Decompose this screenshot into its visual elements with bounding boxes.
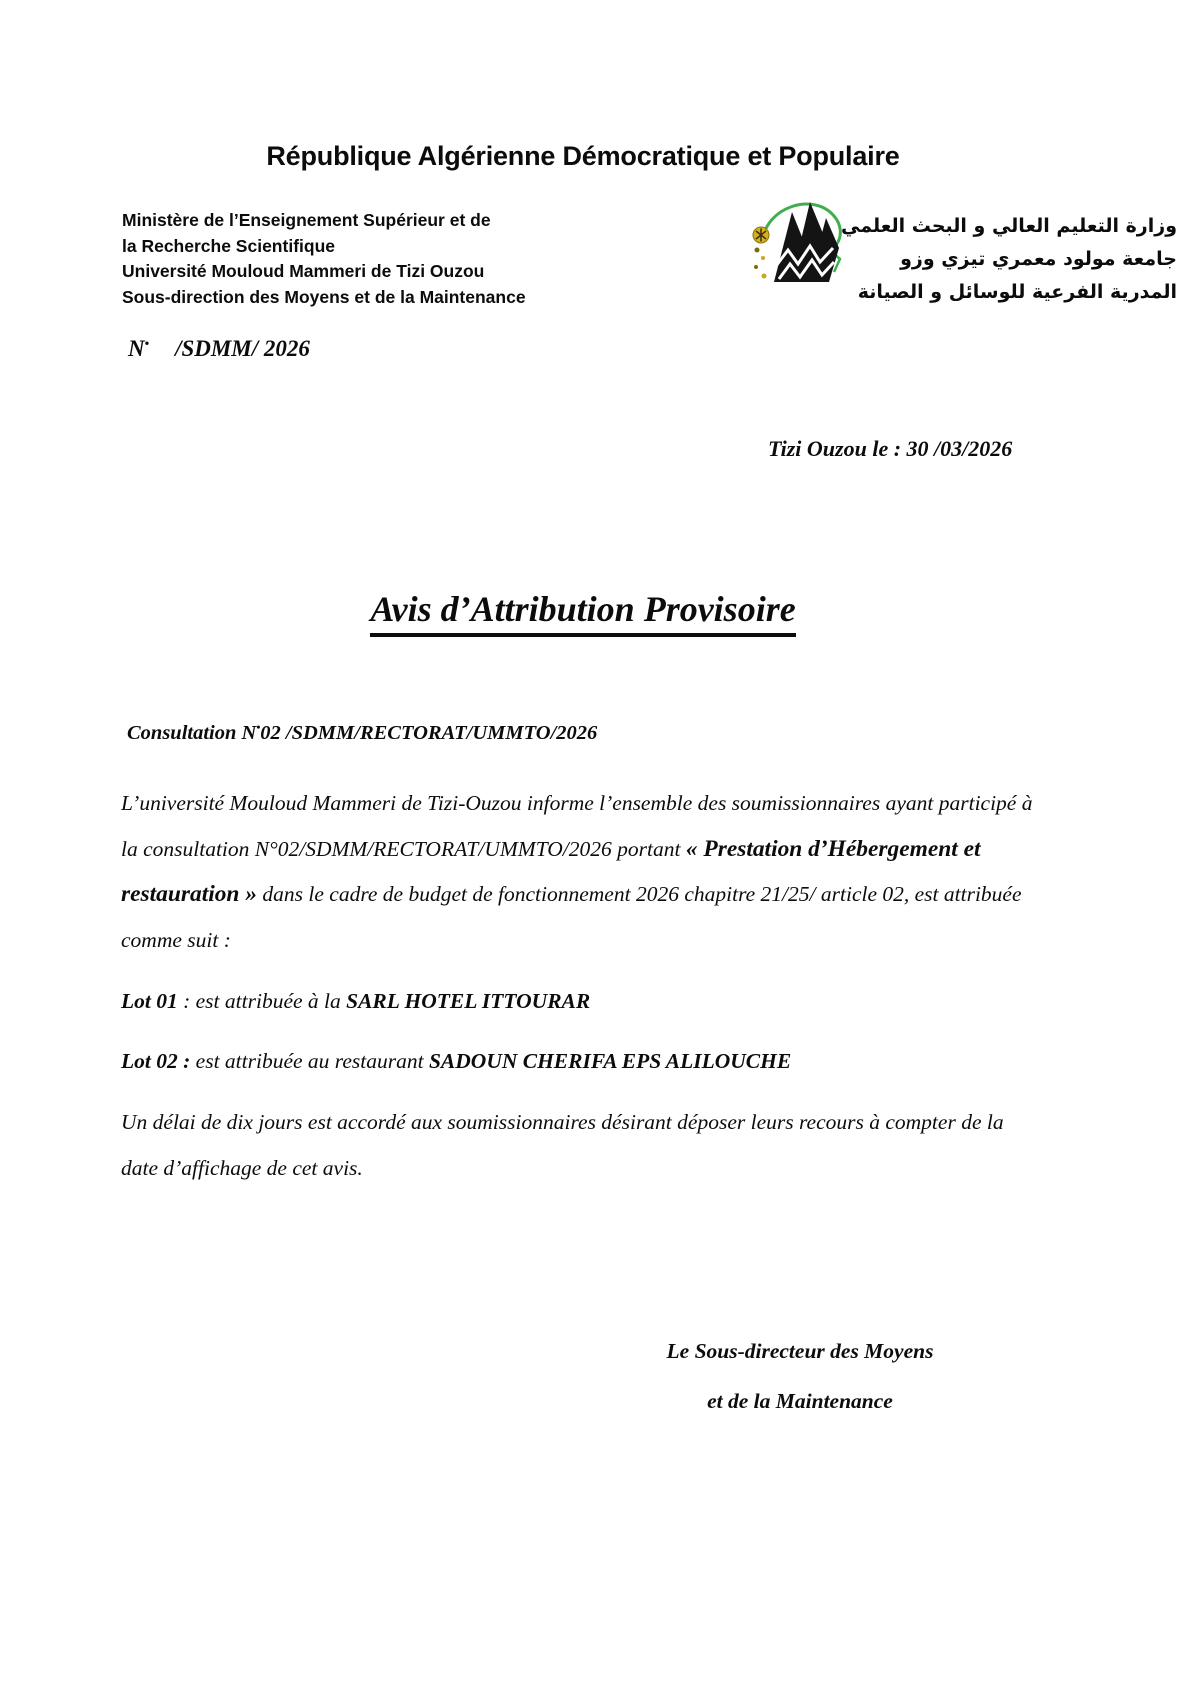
lot2-line [121, 1046, 791, 1076]
contract-object: « Prestation d’Hébergement et restauration » [121, 835, 981, 907]
reference-prefix: N [128, 336, 145, 361]
arabic-header-block [841, 210, 1177, 309]
text-line: et de la Maintenance [707, 1389, 893, 1413]
lot1-line [121, 986, 590, 1016]
document-title: Avis d’Attribution Provisoire [370, 588, 795, 637]
lot1-awardee: SARL HOTEL ITTOURAR [346, 989, 591, 1013]
lot1-label: Lot 01 [121, 989, 178, 1013]
ummto-logo-graphic [748, 190, 852, 287]
lot1-text: : est attribuée à la [177, 989, 347, 1013]
text-line: Sous-direction des Moyens et de la Maintenance [122, 286, 526, 307]
text-line: la Recherche Scientifique [122, 235, 335, 256]
lot2-label: Lot 02 : [121, 1049, 191, 1073]
lot2-text: est attribuée au restaurant [190, 1049, 429, 1073]
paragraph1-part1: L’université Mouloud Mammeri de Tizi-Ouzou informe l’ensemble des soumissionnaires ayant participé à la consultation N°02/SDMM/RECTORAT/UMMTO/2026 portant [121, 791, 1033, 861]
signature-block [600, 1326, 1000, 1426]
ministry-block [122, 208, 526, 310]
reference-number: /SDMM/ 2026 [175, 336, 310, 361]
text-line: المدرية الفرعية للوسائل و الصيانة [857, 281, 1177, 303]
text-line: Le Sous-directeur des Moyens [666, 1339, 934, 1363]
text-line: Ministère de l’Enseignement Supérieur et de [122, 210, 491, 230]
text-line: جامعة مولود معمري تيزي وزو [900, 248, 1177, 270]
award-paragraph [121, 781, 1043, 963]
consultation-prefix: Consultation N [127, 722, 257, 744]
degree-bullet: • [144, 336, 150, 351]
recourse-paragraph: Un délai de dix jours est accordé aux soumissionnaires désirant déposer leurs recours à compter de la date d’affichage de cet avis. [121, 1110, 1004, 1180]
consultation-line [127, 722, 597, 745]
ummto-logo [748, 190, 852, 287]
degree-bullet: • [256, 722, 261, 735]
text-line: وزارة التعليم العالي و البحث العلمي [841, 215, 1177, 237]
text-line: Université Mouloud Mammeri de Tizi Ouzou [122, 261, 485, 281]
document-title-wrap [121, 588, 1045, 637]
lot2-awardee: SADOUN CHERIFA EPS ALILOUCHE [428, 1049, 792, 1073]
consultation-number: 02 /SDMM/RECTORAT/UMMTO/2026 [260, 722, 598, 744]
date-line: Tizi Ouzou le : 30 /03/2026 [768, 436, 1013, 461]
paragraph1-part2: dans le cadre de budget de fonctionnement 2026 chapitre 21/25/ article 02, est attribuée comme suit : [121, 882, 1022, 952]
reference-line [128, 336, 310, 362]
republic-title: République Algérienne Démocratique et Populaire [266, 141, 900, 171]
